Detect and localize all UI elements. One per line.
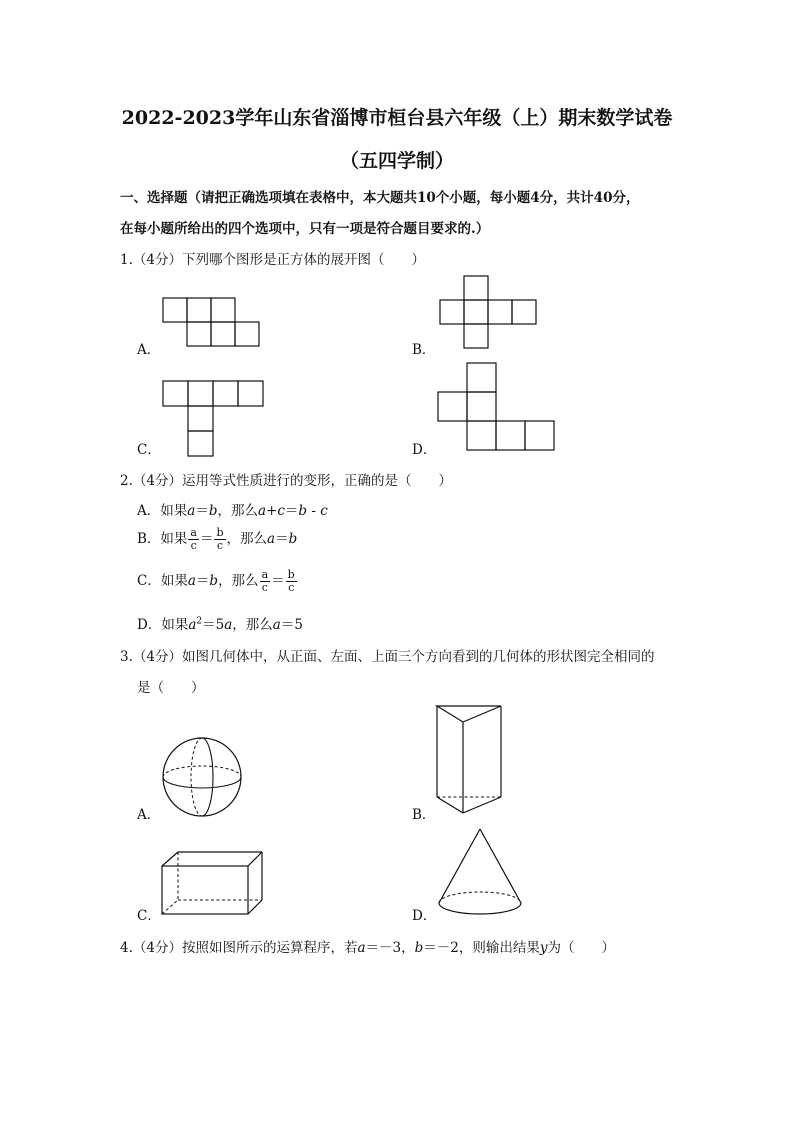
net-square: [440, 300, 464, 324]
exam-title: 2022-2023学年山东省淄博市桓台县六年级（上）期末数学试卷: [121, 107, 673, 129]
net-square: [512, 300, 536, 324]
q2-c-eq2: ＝: [271, 573, 285, 589]
q1-option-c-label[interactable]: C．: [137, 442, 161, 458]
q2-a-var: b: [208, 503, 218, 519]
q2-option-c[interactable]: [137, 569, 298, 594]
net-square: [187, 322, 211, 346]
net-square: [163, 298, 187, 322]
q1-option-b-label[interactable]: B．: [412, 342, 436, 358]
q2-d-var: a: [272, 617, 281, 633]
q2-a-var: a: [257, 503, 267, 519]
net-square: [464, 276, 488, 300]
q2-c-frac2: $\frac{b}{c}$: [287, 568, 295, 594]
q4-stem: [120, 936, 615, 956]
q2-b-mid: ，那么: [226, 531, 268, 547]
q2-d-var: a: [224, 617, 233, 633]
q2-a-var: c: [277, 503, 285, 519]
q2-a-eq: ＝: [195, 503, 209, 519]
q2-a-eq2: ＝: [284, 503, 299, 519]
q3-sphere-figure: [160, 735, 245, 820]
q2-c-var: a: [187, 573, 196, 589]
q2-b-eq2: ＝: [275, 531, 289, 547]
q2-c-var: b: [209, 573, 219, 589]
net-square: [438, 392, 467, 421]
q3-cuboid-figure: [160, 850, 266, 918]
section-heading-line2: 在每小题所给出的四个选项中，只有一项是符合题目要求的.）: [120, 221, 490, 237]
net-square: [188, 431, 213, 456]
q1-option-a-label[interactable]: A．: [137, 342, 161, 358]
q2-stem: 2.（4分）运用等式性质进行的变形，正确的是（ ）: [120, 473, 452, 489]
q2-c-eq: ＝: [195, 573, 210, 589]
q4-var: a: [357, 940, 366, 956]
q2-a-var: a: [187, 503, 196, 519]
q3-option-a-label[interactable]: A．: [137, 807, 161, 823]
q2-a-mid: ，那么: [217, 503, 258, 519]
net-square: [238, 381, 263, 406]
q2-c-frac1: $\frac{a}{c}$: [261, 568, 269, 594]
net-square: [188, 406, 213, 431]
q2-b-frac1: $\frac{a}{c}$: [190, 526, 197, 552]
net-square: [187, 298, 211, 322]
net-square: [211, 322, 235, 346]
exam-subtitle: （五四学制）: [339, 150, 454, 172]
q3-cone-figure: [437, 827, 525, 917]
net-square: [496, 421, 525, 450]
q3-stem-line1: 3.（4分）如图几何体中，从正面、左面、上面三个方向看到的几何体的形状图完全相同的: [120, 649, 655, 665]
net-square: [467, 392, 496, 421]
q2-a-var: c: [320, 503, 328, 519]
section-heading-line1: 一、选择题（请把正确选项填在表格中，本大题共10个小题，每小题4分，共计40分，: [120, 190, 640, 206]
q4-post: 为（ ）: [547, 940, 616, 956]
q3-prism-figure: [435, 703, 505, 815]
net-square: [235, 322, 259, 346]
net-square: [488, 300, 512, 324]
q2-a-prefix: A．如果: [137, 503, 188, 519]
q2-d-var: a: [188, 617, 197, 633]
q2-c-prefix: C．如果: [137, 573, 188, 589]
q2-b-eq: ＝: [199, 531, 214, 547]
q2-d-eq: ＝5: [202, 617, 225, 633]
q3-option-c-label[interactable]: C．: [137, 908, 161, 924]
q2-d-mid: ，那么: [232, 617, 273, 633]
q2-b-var: b: [288, 531, 298, 547]
q3-option-d-label[interactable]: D．: [412, 908, 437, 924]
q2-b-frac2: $\frac{b}{c}$: [216, 526, 224, 552]
q1-option-d-label[interactable]: D．: [412, 442, 437, 458]
q2-a-minus: -: [307, 503, 321, 519]
net-square: [467, 363, 496, 392]
net-square: [467, 421, 496, 450]
q2-b-prefix: B．如果: [137, 531, 188, 547]
net-square: [464, 324, 488, 348]
q3-stem-line2: 是（ ）: [137, 680, 205, 696]
q2-a-plus: +: [266, 503, 278, 519]
net-square: [213, 381, 238, 406]
q2-option-a[interactable]: [137, 499, 328, 519]
q2-a-var: b: [298, 503, 308, 519]
q4-var: b: [414, 940, 424, 956]
q2-d-prefix: D．如果: [137, 617, 189, 633]
q2-d-eq2: ＝5: [280, 617, 303, 633]
q4-var: y: [539, 940, 548, 956]
q2-d-sup: 2: [196, 616, 203, 627]
q2-option-d[interactable]: [137, 613, 303, 633]
net-square: [464, 300, 488, 324]
q3-option-b-label[interactable]: B．: [412, 807, 436, 823]
q1-stem: 1.（4分）下列哪个图形是正方体的展开图（ ）: [120, 252, 425, 268]
net-square: [163, 381, 188, 406]
net-square: [211, 298, 235, 322]
q4-eq1: ＝－3，: [365, 940, 415, 956]
net-square: [525, 421, 554, 450]
q2-b-var: a: [267, 531, 276, 547]
net-square: [188, 381, 213, 406]
q4-eq2: ＝－2，则输出结果: [423, 940, 540, 956]
q2-c-mid: ，那么: [218, 573, 259, 589]
q4-pre: 4.（4分）按照如图所示的运算程序，若: [120, 940, 358, 956]
q2-option-b[interactable]: [137, 527, 297, 552]
